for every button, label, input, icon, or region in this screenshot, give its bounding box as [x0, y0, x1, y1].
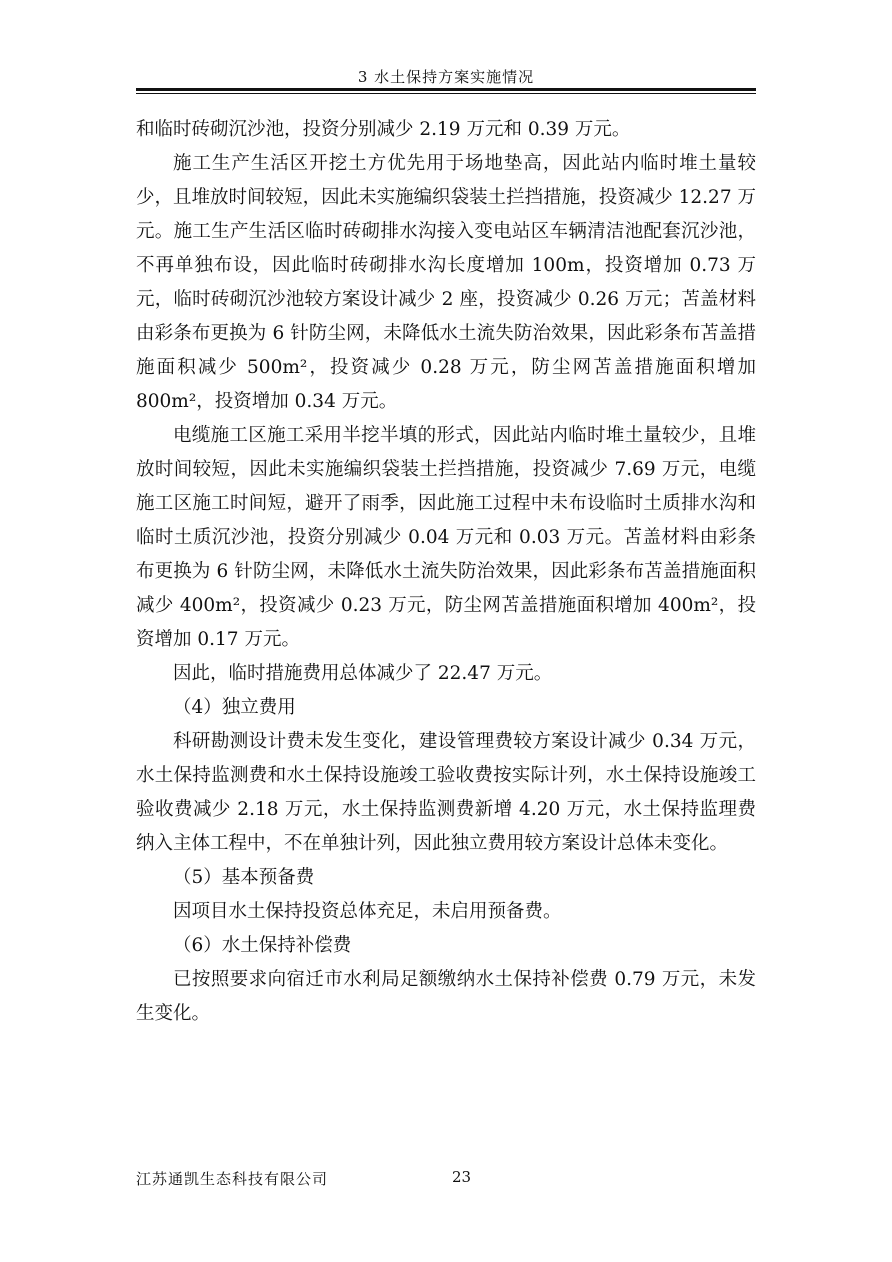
paragraph: 和临时砖砌沉沙池，投资分别减少 2.19 万元和 0.39 万元。: [136, 119, 631, 140]
paragraph: 因此，临时措施费用总体减少了 22.47 万元。: [173, 663, 553, 684]
paragraph: 已按照要求向宿迁市水利局足额缴纳水土保持补偿费 0.79 万元，未发生变化。: [136, 969, 756, 1024]
paragraph: 施工生产生活区开挖土方优先用于场地垫高，因此站内临时堆土量较少，且堆放时间较短，因此未实施编织袋装土拦挡措施，投资减少 12.27 万元。施工生产生活区临时砖砌排水沟接入变电站区车辆清洁池配套沉沙池，不再单独布设，因此临时砖砌排水沟长度增加 100m，投资增加 0.73 万元，临时砖砌沉沙池较方案设计减少 2 座，投资减少 0.26 万元；苫盖材料由彩条布更换为 6 针防尘网，未降低水土流失防治效果，因此彩条布苫盖措施面积减少 500m²，投资减少 0.28 万元，防尘网苫盖措施面积增加 800m²，投资增加 0.34 万元。: [136, 153, 756, 412]
section-heading: （4）独立费用: [173, 697, 296, 718]
document-body: [136, 113, 756, 1031]
page-number: 23: [452, 1168, 472, 1186]
paragraph: 因项目水土保持投资总体充足，未启用预备费。: [173, 901, 562, 922]
section-heading: （6）水土保持补偿费: [173, 935, 352, 956]
header-rule-thick: [136, 88, 756, 91]
paragraph: 科研勘测设计费未发生变化，建设管理费较方案设计减少 0.34 万元，水土保持监测费和水土保持设施竣工验收费按实际计列，水土保持设施竣工验收费减少 2.18 万元，水土保持监测费新增 4.20 万元，水土保持监理费纳入主体工程中，不在单独计列，因此独立费用较方案设计总体未变化。: [136, 731, 756, 854]
paragraph: 电缆施工区施工采用半挖半填的形式，因此站内临时堆土量较少，且堆放时间较短，因此未实施编织袋装土拦挡措施，投资减少 7.69 万元，电缆施工区施工时间短，避开了雨季，因此施工过程中未布设临时土质排水沟和临时土质沉沙池，投资分别减少 0.04 万元和 0.03 万元。苫盖材料由彩条布更换为 6 针防尘网，未降低水土流失防治效果，因此彩条布苫盖措施面积减少 400m²，投资减少 0.23 万元，防尘网苫盖措施面积增加 400m²，投资增加 0.17 万元。: [136, 425, 756, 650]
page-header-title: 3 水土保持方案实施情况: [357, 68, 535, 86]
header-rule-thin: [136, 93, 756, 94]
footer-company: 江苏通凯生态科技有限公司: [136, 1170, 329, 1188]
section-heading: （5）基本预备费: [173, 867, 315, 888]
